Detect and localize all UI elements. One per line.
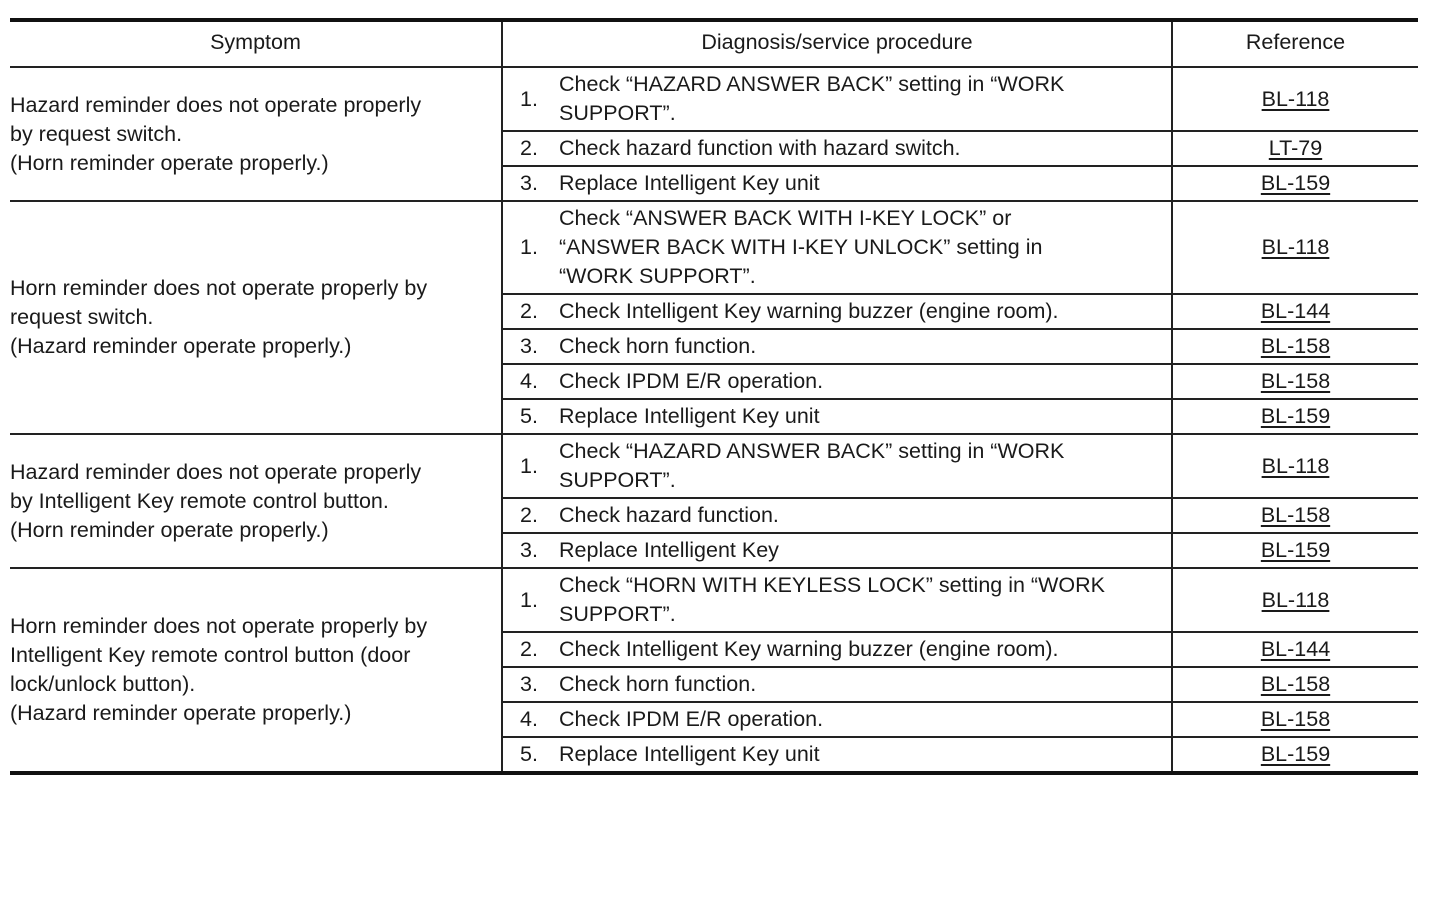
step-text: [559, 437, 1171, 495]
reference-link[interactable]: BL-158: [1260, 334, 1331, 358]
reference-cell: [1172, 131, 1418, 166]
step-text-line: Check IPDM E/R operation.: [559, 369, 824, 393]
reference-cell: [1172, 667, 1418, 702]
symptom-text: (Hazard reminder operate properly.): [10, 334, 352, 358]
step-text-line: Check IPDM E/R operation.: [559, 707, 824, 731]
step-text-line: Check “ANSWER BACK WITH I-KEY LOCK” or: [559, 206, 1012, 230]
symptom-text: lock/unlock button).: [10, 672, 196, 696]
step-number: 2.: [520, 136, 538, 160]
reference-cell: [1172, 329, 1418, 364]
table-row: [10, 568, 1418, 632]
step-text: [559, 536, 1171, 565]
step-text-line: Check hazard function with hazard switch.: [559, 136, 961, 160]
reference-cell: [1172, 737, 1418, 773]
procedure-cell: [502, 364, 1172, 399]
step-text-line: Check Intelligent Key warning buzzer (engine room).: [559, 299, 1059, 323]
reference-cell: [1172, 434, 1418, 498]
procedure-step: [503, 402, 1171, 431]
step-text-line: SUPPORT”.: [559, 101, 676, 125]
reference-cell: [1172, 201, 1418, 294]
reference-cell: [1172, 632, 1418, 667]
procedure-step: [503, 297, 1171, 326]
symptom-text: Horn reminder does not operate properly by: [10, 276, 428, 300]
step-number: 5.: [520, 404, 538, 428]
symptom-text: Horn reminder does not operate properly by: [10, 614, 428, 638]
table-row: [10, 67, 1418, 131]
procedure-step: [503, 204, 1171, 291]
step-number: 1.: [520, 235, 538, 259]
step-number: 5.: [520, 742, 538, 766]
symptom-cell: [10, 434, 502, 568]
step-number: 1.: [520, 587, 538, 612]
procedure-cell: [502, 131, 1172, 166]
step-number: 4.: [520, 707, 538, 731]
symptom-text: (Horn reminder operate properly.): [10, 150, 329, 175]
step-text-line: Check Intelligent Key warning buzzer (engine room).: [559, 637, 1059, 661]
procedure-cell: [502, 498, 1172, 533]
step-text-line: Check horn function.: [559, 672, 757, 696]
procedure-cell: [502, 67, 1172, 131]
symptom-text: Intelligent Key remote control button (door: [10, 643, 411, 667]
procedure-cell: [502, 294, 1172, 329]
procedure-cell: [502, 399, 1172, 434]
procedure-step: [503, 332, 1171, 361]
symptom-text: (Hazard reminder operate properly.): [10, 701, 352, 725]
step-text-line: Check “HAZARD ANSWER BACK” setting in “WORK: [559, 72, 1065, 96]
step-number: 3.: [520, 672, 538, 696]
procedure-step: [503, 70, 1171, 128]
reference-link[interactable]: BL-159: [1260, 171, 1331, 195]
procedure-cell: [502, 533, 1172, 568]
procedure-cell: [502, 568, 1172, 632]
symptom-text: Hazard reminder does not operate properly: [10, 459, 422, 484]
step-text: [559, 740, 1171, 769]
table-row: [10, 201, 1418, 294]
table-body: [10, 67, 1418, 773]
reference-link[interactable]: BL-158: [1260, 503, 1331, 527]
step-text-line: Check horn function.: [559, 334, 757, 358]
step-text-line: “WORK SUPPORT”.: [559, 264, 756, 288]
procedure-cell: [502, 329, 1172, 364]
step-text: [559, 670, 1171, 699]
procedure-cell: [502, 702, 1172, 737]
procedure-cell: [502, 737, 1172, 773]
procedure-step: [503, 437, 1171, 495]
procedure-step: [503, 705, 1171, 734]
reference-link[interactable]: BL-158: [1260, 707, 1331, 731]
symptom-cell: [10, 67, 502, 201]
step-text: [559, 501, 1171, 530]
diagnosis-table: [10, 18, 1418, 775]
step-number: 4.: [520, 369, 538, 393]
procedure-cell: [502, 667, 1172, 702]
step-text: [559, 402, 1171, 431]
reference-link[interactable]: BL-158: [1260, 672, 1331, 696]
reference-cell: [1172, 533, 1418, 568]
symptom-text: request switch.: [10, 305, 154, 329]
step-text-line: Replace Intelligent Key unit: [559, 404, 820, 428]
header-procedure: Diagnosis/service procedure: [502, 20, 1172, 67]
step-text: [559, 332, 1171, 361]
procedure-step: [503, 670, 1171, 699]
reference-link[interactable]: BL-118: [1261, 235, 1330, 259]
symptom-text: by request switch.: [10, 121, 183, 146]
reference-link[interactable]: BL-159: [1260, 404, 1331, 428]
header-row: [10, 20, 1418, 67]
step-text: [559, 571, 1171, 629]
symptom-cell: [10, 201, 502, 434]
step-number: 3.: [520, 538, 538, 562]
procedure-cell: [502, 166, 1172, 201]
procedure-step: [503, 740, 1171, 769]
step-number: 2.: [520, 637, 538, 661]
step-text-line: SUPPORT”.: [559, 602, 676, 626]
reference-link[interactable]: BL-144: [1260, 299, 1331, 323]
step-text: [559, 635, 1171, 664]
reference-cell: [1172, 568, 1418, 632]
step-number: 3.: [520, 171, 538, 195]
step-text-line: SUPPORT”.: [559, 468, 676, 492]
reference-link[interactable]: BL-158: [1260, 369, 1331, 393]
procedure-step: [503, 635, 1171, 664]
procedure-step: [503, 367, 1171, 396]
reference-link[interactable]: BL-159: [1260, 742, 1331, 766]
reference-cell: [1172, 294, 1418, 329]
step-number: 2.: [520, 503, 538, 527]
step-text: [559, 169, 1171, 198]
reference-link[interactable]: LT-79: [1268, 136, 1323, 160]
procedure-cell: [502, 201, 1172, 294]
procedure-step: [503, 169, 1171, 198]
reference-link[interactable]: BL-118: [1261, 86, 1330, 111]
step-text-line: “ANSWER BACK WITH I-KEY UNLOCK” setting in: [559, 235, 1043, 259]
step-text-line: Replace Intelligent Key unit: [559, 171, 820, 195]
procedure-step: [503, 501, 1171, 530]
table-row: [10, 434, 1418, 498]
reference-link[interactable]: BL-144: [1260, 637, 1331, 661]
step-text-line: Check hazard function.: [559, 503, 779, 527]
reference-cell: [1172, 67, 1418, 131]
step-text: [559, 134, 1171, 163]
symptom-text: by Intelligent Key remote control button.: [10, 488, 389, 513]
header-reference: Reference: [1172, 20, 1418, 67]
procedure-step: [503, 134, 1171, 163]
step-number: 2.: [520, 299, 538, 323]
procedure-cell: [502, 632, 1172, 667]
step-text: [559, 297, 1171, 326]
step-number: 3.: [520, 334, 538, 358]
reference-cell: [1172, 166, 1418, 201]
reference-cell: [1172, 364, 1418, 399]
reference-cell: [1172, 399, 1418, 434]
procedure-cell: [502, 434, 1172, 498]
step-text: [559, 705, 1171, 734]
symptom-cell: [10, 568, 502, 773]
step-text-line: Check “HAZARD ANSWER BACK” setting in “WORK: [559, 439, 1065, 463]
reference-link[interactable]: BL-118: [1261, 453, 1330, 478]
reference-cell: [1172, 498, 1418, 533]
step-text-line: Replace Intelligent Key unit: [559, 742, 820, 766]
step-number: 1.: [520, 453, 538, 478]
step-number: 1.: [520, 86, 538, 111]
reference-link[interactable]: BL-118: [1261, 587, 1330, 612]
reference-link[interactable]: BL-159: [1260, 538, 1331, 562]
reference-cell: [1172, 702, 1418, 737]
procedure-step: [503, 536, 1171, 565]
header-symptom: Symptom: [10, 20, 502, 67]
step-text-line: Check “HORN WITH KEYLESS LOCK” setting in “WORK: [559, 573, 1105, 597]
procedure-step: [503, 571, 1171, 629]
step-text-line: Replace Intelligent Key: [559, 538, 779, 562]
step-text: [559, 367, 1171, 396]
symptom-text: Hazard reminder does not operate properly: [10, 92, 422, 117]
step-text: [559, 204, 1171, 291]
symptom-text: (Horn reminder operate properly.): [10, 517, 329, 542]
step-text: [559, 70, 1171, 128]
